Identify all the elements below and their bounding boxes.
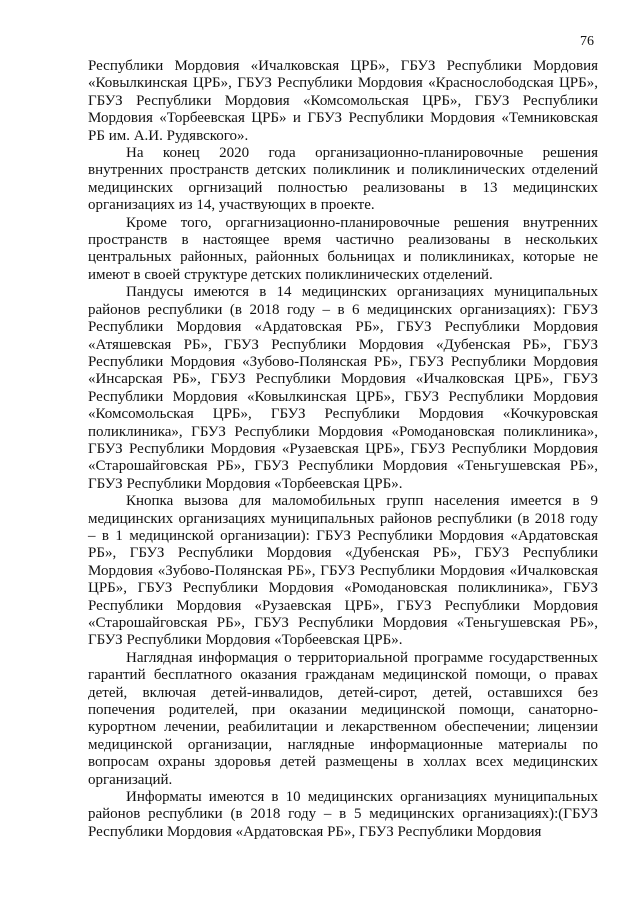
document-body (88, 58, 598, 841)
paragraph-partial-implementation: Кроме того, оргагнизационно-планировочные решения внутренних пространств в настоящее время частично реализованы в нескольких центральных районных, районных больницах и поликлиниках, которые не имеют в своей структуре детских поликлинических отделений. (88, 214, 598, 283)
paragraph-planning-solutions: На конец 2020 года организационно-планировочные решения внутренних пространств детских поликлиник и поликлинических отделений медицинских оргнизаций полностью реализованы в 13 медицинских организациях из 14, участвующих в проекте. (88, 145, 598, 214)
paragraph-ramps: Пандусы имеются в 14 медицинских организациях муниципальных районов республики (в 2018 году – в 6 медицинских организациях): ГБУЗ Республики Мордовия «Ардатовская РБ», ГБУЗ Республики Мордовия «Атяшевская РБ», ГБУЗ Республики Мордовия «Дубенская РБ», ГБУЗ Республики Мордовия «Зубово-Полянская РБ», ГБУЗ Республики Мордовия «Инсарская РБ», ГБУЗ Республики Мордовия «Ичалковская ЦРБ», ГБУЗ Республики Мордовия «Ковылкинская ЦРБ», ГБУЗ Республики Мордовия «Комсомольская ЦРБ», ГБУЗ Республики Мордовия «Кочкуровская поликлиника», ГБУЗ Республики Мордовия «Ромодановская поликлиника», ГБУЗ Республики Мордовия «Рузаевская ЦРБ», ГБУЗ Республики Мордовия «Старошайговская РБ», ГБУЗ Республики Мордовия «Теньгушевская РБ», ГБУЗ Республики Мордовия «Торбеевская ЦРБ». (88, 284, 598, 492)
paragraph-infomats: Информаты имеются в 10 медицинских организациях муниципальных районов республики (в 2018 году – в 5 медицинских организациях):(ГБУЗ Республики Мордовия «Ардатовская РБ», ГБУЗ Республики Мордовия (88, 789, 598, 840)
page-number: 76 (580, 34, 594, 49)
paragraph-continuation: Республики Мордовия «Ичалковская ЦРБ», ГБУЗ Республики Мордовия «Ковылкинская ЦРБ», ГБУЗ Республики Мордовия «Краснослободская ЦРБ», ГБУЗ Республики Мордовия «Комсомольская ЦРБ», ГБУЗ Республики Мордовия «Торбеевская ЦРБ» и ГБУЗ Республики Мордовия «Темниковская РБ им. А.И. Рудявского». (88, 58, 598, 144)
paragraph-visual-information: Наглядная информация о территориальной программе государственных гарантий бесплатного оказания гражданам медицинской помощи, о правах детей, включая детей-инвалидов, детей-сирот, детей, оставшихся без попечения родителей, при оказании медицинской помощи, санаторно-курортном лечении, реабилитации и лекарственном обеспечении; лицензии медицинской организации, наглядные информационные материалы по вопросам охраны здоровья детей размещены в холлах всех медицинских организаций. (88, 649, 598, 788)
paragraph-call-button: Кнопка вызова для маломобильных групп населения имеется в 9 медицинских организациях муниципальных районов республики (в 2018 году – в 1 медицинской организации): ГБУЗ Республики Мордовия «Ардатовская РБ», ГБУЗ Республики Мордовия «Дубенская РБ», ГБУЗ Республики Мордовия «Зубово-Полянская РБ», ГБУЗ Республики Мордовия «Ичалковская ЦРБ», ГБУЗ Республики Мордовия «Ромодановская поликлиника», ГБУЗ Республики Мордовия «Рузаевская ЦРБ», ГБУЗ Республики Мордовия «Старошайговская РБ», ГБУЗ Республики Мордовия «Теньгушевская РБ», ГБУЗ Республики Мордовия «Торбеевская ЦРБ». (88, 493, 598, 649)
